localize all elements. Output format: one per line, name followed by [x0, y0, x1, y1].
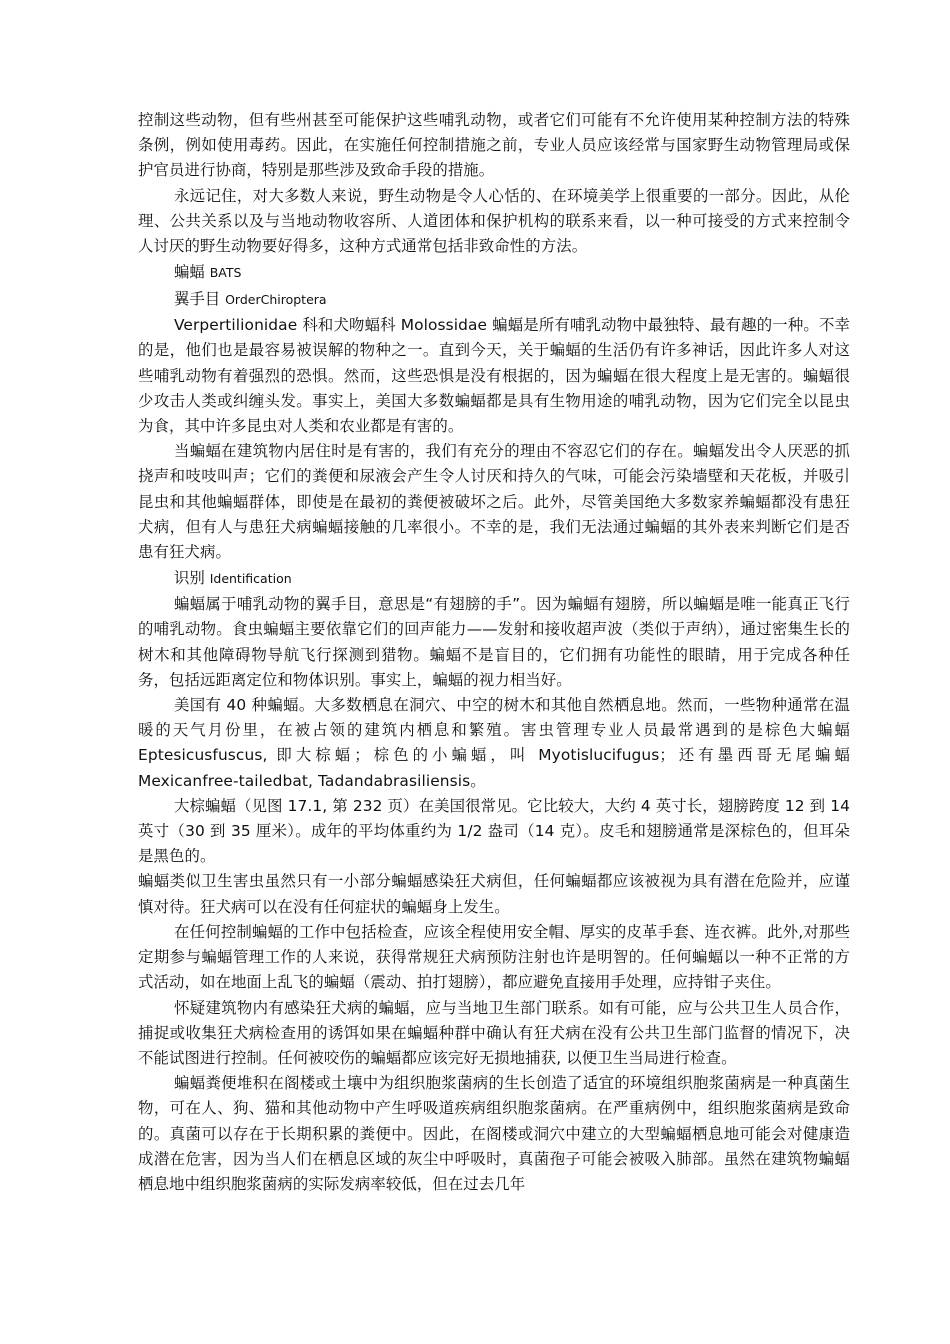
paragraph: Verpertilionidae 科和犬吻蝠科 Molossidae 蝙蝠是所有哺乳动物中最独特、最有趣的一种。不幸的是，他们也是最容易被误解的物种之一。直到今天，关于蝙蝠的生活仍有许多神话，因此许多人对这些哺乳动物有着强烈的恐惧。然而，这些恐惧是没有根据的，因为蝙蝠在很大程度上是无害的。蝙蝠很少攻击人类或纠缠头发。事实上，美国大多数蝙蝠都是具有生物用途的哺乳动物，因为它们完全以昆虫为食，其中许多昆虫对人类和农业都是有害的。 — [138, 316, 850, 436]
paragraph: 控制这些动物，但有些州甚至可能保护这些哺乳动物，或者它们可能有不允许使用某种控制方法的特殊条例，例如使用毒药。因此，在实施任何控制措施之前，专业人员应该经常与国家野生动物管理局或保护官员进行协商，特别是那些涉及致命手段的措施。 — [138, 111, 850, 180]
heading-latin: Identification — [209, 571, 292, 587]
section-heading-bats — [138, 259, 850, 286]
paragraph: 怀疑建筑物内有感染狂犬病的蝙蝠，应与当地卫生部门联系。如有可能，应与公共卫生人员合作，捕捉或收集狂犬病检查用的诱饵如果在蝙蝠种群中确认有狂犬病在没有公共卫生部门监督的情况下，决不能试图进行控制。任何被咬伤的蝙蝠都应该完好无损地捕获, 以便卫生当局进行检查。 — [138, 998, 850, 1067]
paragraph: 大棕蝙蝠（见图 17.1, 第 232 页）在美国很常见。它比较大，大约 4 英寸长，翅膀跨度 12 到 14 英寸（30 到 35 厘米）。成年的平均体重约为 1/2 盎司（14 克）。皮毛和翅膀通常是深棕色的，但耳朵是黑色的。 — [138, 796, 850, 866]
section-heading-identification — [138, 565, 850, 592]
paragraph: 蝙蝠属于哺乳动物的翼手目，意思是“有翅膀的手”。因为蝙蝠有翅膀，所以蝙蝠是唯一能真正飞行的哺乳动物。食虫蝙蝠主要依靠它们的回声能力——发射和接收超声波（类似于声纳），通过密集生长的树木和其他障碍物导航飞行探测到猎物。蝙蝠不是盲目的，它们拥有功能性的眼睛，用于完成各种任务，包括远距离定位和物体识别。事实上，蝙蝠的视力相当好。 — [138, 595, 850, 689]
heading-cn: 翼手目 — [174, 290, 221, 309]
paragraph: 蝙蝠类似卫生害虫虽然只有一小部分蝙蝠感染狂犬病但，任何蝙蝠都应该被视为具有潜在危险并，应谨慎对待。狂犬病可以在没有任何症状的蝙蝠身上发生。 — [138, 872, 850, 916]
paragraph: 美国有 40 种蝙蝠。大多数栖息在洞穴、中空的树木和其他自然栖息地。然而，一些物种通常在温暖的天气月份里，在被占领的建筑内栖息和繁殖。害虫管理专业人员最常遇到的是棕色大蝙蝠 Eptesicusfuscus, 即大棕蝠；棕色的小蝙蝠，叫 Myotislucifugus；还有墨西哥无尾蝙蝠 Mexicanfree-tailedbat, Tadandabrasiliensis。 — [138, 696, 850, 790]
heading-cn: 蝙蝠 — [174, 263, 205, 282]
section-heading-order — [138, 286, 850, 313]
paragraph: 蝙蝠粪便堆积在阁楼或土壤中为组织胞浆菌病的生长创造了适宜的环境组织胞浆菌病是一种真菌生物，可在人、狗、猫和其他动物中产生呼吸道疾病组织胞浆菌病。在严重病例中，组织胞浆菌病是致命的。真菌可以存在于长期积累的粪便中。因此，在阁楼或洞穴中建立的大型蝙蝠栖息地可能会对健康造成潜在危害，因为当人们在栖息区域的灰尘中呼吸时，真菌孢子可能会被吸入肺部。虽然在建筑物蝙蝠栖息地中组织胞浆菌病的实际发病率较低，但在过去几年 — [138, 1074, 850, 1193]
heading-latin: OrderChiroptera — [225, 292, 327, 308]
paragraph: 永远记住，对大多数人来说，野生动物是令人心恬的、在环境美学上很重要的一部分。因此，从伦理、公共关系以及与当地动物收容所、人道团体和保护机构的联系来看，以一种可接受的方式来控制令人讨厌的野生动物要好得多，这种方式通常包括非致命性的方法。 — [138, 186, 850, 256]
paragraph: 当蝙蝠在建筑物内居住时是有害的，我们有充分的理由不容忍它们的存在。蝙蝠发出令人厌恶的抓挠声和吱吱叫声；它们的粪便和尿液会产生令人讨厌和持久的气味，可能会污染墙壁和天花板，并吸引昆虫和其他蝙蝠群体，即使是在最初的粪便被破坏之后。此外，尽管美国绝大多数家养蝙蝠都没有患狂犬病，但有人与患狂犬病蝙蝠接触的几率很小。不幸的是，我们无法通过蝙蝠的其外表来判断它们是否患有狂犬病。 — [138, 442, 850, 562]
heading-cn: 识别 — [174, 569, 205, 588]
heading-latin: BATS — [209, 265, 242, 281]
paragraph: 在任何控制蝙蝠的工作中包括检查，应该全程使用安全帽、厚实的皮革手套、连衣裤。此外,对那些定期参与蝙蝠管理工作的人来说，获得常规狂犬病预防注射也许是明智的。任何蝙蝠以一种不正常的方式活动，如在地面上乱飞的蝙蝠（震动、拍打翅膀），都应避免直接用手处理，应持钳子夹住。 — [138, 922, 850, 992]
